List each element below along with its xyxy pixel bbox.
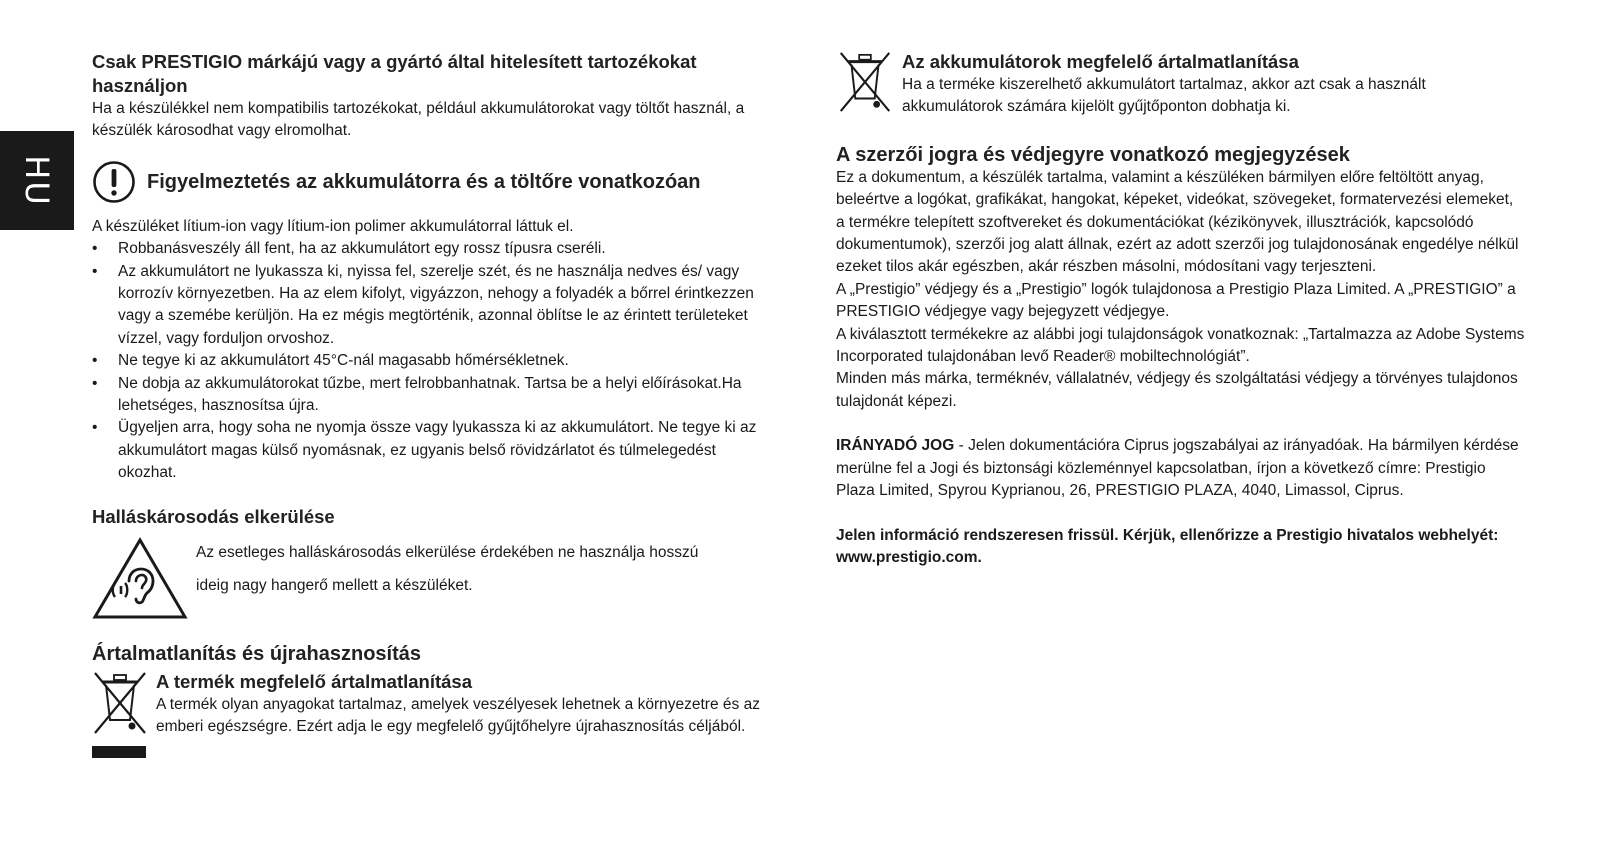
- copyright-p3: A kiválasztott termékekre az alábbi jogi tulajdonságok vonatkoznak: „Tartalmazza az Adobe Systems Incorporated tulajdonában levő Reader® mobiltechnológiát”.: [836, 325, 1525, 366]
- battery-warning-title: Figyelmeztetés az akkumulátorra és a töltőre vonatkozóan: [147, 170, 701, 193]
- accessories-body: Ha a készülékkel nem kompatibilis tartozékokat, például akkumulátorokat vagy töltőt használ, a készülék károsodhat vagy elromolhat.: [92, 100, 745, 140]
- right-column: [836, 50, 1526, 569]
- list-item: • Ne tegye ki az akkumulátort 45°C-nál magasabb hőmérsékletnek.: [92, 350, 772, 372]
- governing-law-paragraph: [836, 435, 1526, 502]
- disposal-section: [92, 642, 772, 758]
- hearing-section: [92, 505, 772, 620]
- crossed-out-bin-icon: [92, 670, 148, 736]
- battery-disposal-text: [902, 50, 1526, 119]
- hearing-line-1: Az esetleges halláskárosodás elkerülése érdekében ne használja hosszú: [196, 543, 699, 561]
- battery-warning-header: [92, 160, 772, 204]
- list-item: • Ne dobja az akkumulátorokat tűzbe, mert felrobbanhatnak. Tartsa be a helyi előírásokat.Ha lehetséges, hasznosítsa újra.: [92, 373, 772, 418]
- governing-law-text: - Jelen dokumentációra Ciprus jogszabályai az irányadóak. Ha bármilyen kérdése merülne fel a Jogi és biztonsági közleménnyel kapcsolatban, írjon a következő címre: Prestigio Plaza Limited, Spyrou Kyprianou, 26, PRESTIGIO PLAZA, 4040, Limassol, Ciprus.: [836, 437, 1519, 500]
- disposal-body: A termék olyan anyagokat tartalmaz, amelyek veszélyesek lehetnek a környezetre és az emberi egészségre. Ezért adja le egy megfelelő gyűjtőhelyre újrahasznosítás céljából.: [156, 695, 760, 736]
- battery-disposal-section: [836, 50, 1526, 119]
- list-item: • Robbanásveszély áll fent, ha az akkumulátort egy rossz típusra cseréli.: [92, 238, 772, 260]
- list-item: • Ügyeljen arra, hogy soha ne nyomja össze vagy lyukassza ki az akkumulátort. Ne tegye ki az akkumulátort magas külső nyomásnak, ez ugyanis belső rövidzárlatot és túlmelegedést okozhat.: [92, 417, 772, 484]
- disposal-icon-group: [92, 670, 156, 758]
- language-tab: [0, 131, 74, 230]
- hearing-line-2: ideig nagy hangerő mellett a készüléket.: [196, 576, 473, 594]
- governing-law-label: IRÁNYADÓ JOG: [836, 437, 955, 455]
- update-note: Jelen információ rendszeresen frissül. Kérjük, ellenőrizze a Prestigio hivatalos webhelyét: www.prestigio.com.: [836, 526, 1499, 566]
- battery-disposal-body: Ha a terméke kiszerelhető akkumulátort tartalmaz, akkor azt csak a használt akkumulátorok számára kijelölt gyűjtőponton dobhatja ki.: [902, 76, 1426, 116]
- crossed-out-bin-icon: [836, 50, 894, 114]
- accessories-section: [92, 50, 772, 143]
- disposal-black-bar: [92, 746, 146, 758]
- copyright-p2: A „Prestigio” védjegy és a „Prestigio” logók tulajdonosa a Prestigio Plaza Limited. A „PRESTIGIO” a PRESTIGIO védjegye vagy bejegyzett védjegye.: [836, 280, 1516, 321]
- accessories-title: Csak PRESTIGIO márkájú vagy a gyártó által hitelesített tartozékokat használjon: [92, 51, 697, 96]
- battery-warning-list: [92, 238, 772, 484]
- hearing-row: [92, 536, 772, 620]
- copyright-p1: Ez a dokumentum, a készülék tartalma, valamint a készüléken bármilyen előre feltöltött anyag, beleértve a logókat, grafikákat, hangokat, képeket, videókat, szövegeket, formatervezési elemeket, a termékre telepített szoftvereket és dokumentációkat (kézikönyvek, illusztrációk, kapcsolódó dokumentumok), szerzői jog alatt állnak, ezért az adott szerzői jog tulajdonosának engedélye nélkül ezeket tilos akár egészben, akár részben másolni, módosítani vagy terjeszteni.: [836, 168, 1519, 276]
- disposal-row: [92, 670, 772, 758]
- governing-law-section: [836, 435, 1526, 502]
- disposal-subtitle: A termék megfelelő ártalmatlanítása: [156, 670, 472, 692]
- hearing-warning-icon: [92, 536, 188, 620]
- copyright-p4: Minden más márka, terméknév, vállalatnév, védjegy és szolgáltatási védjegy a törvényes tulajdonos tulajdonát képezi.: [836, 370, 1518, 410]
- copyright-section: [836, 143, 1526, 413]
- hearing-title: Halláskárosodás elkerülése: [92, 505, 335, 527]
- update-note-section: [836, 525, 1526, 570]
- disposal-text: [156, 670, 772, 758]
- hearing-text: [196, 536, 698, 620]
- battery-warning-section: [92, 160, 772, 485]
- left-column: [92, 50, 772, 758]
- battery-warning-intro: A készüléket lítium-ion vagy lítium-ion polimer akkumulátorral láttuk el.: [92, 217, 574, 235]
- list-item: • Az akkumulátort ne lyukassza ki, nyissa fel, szerelje szét, és ne használja nedves és/ vagy korrozív környezetben. Ha az elem kifolyt, vigyázzon, nehogy a folyadék a bőrrel érintkezzen vagy a szemébe kerüljön. Ha ez mégis megtörténik, azonnal öblítse le az érintett területeket vízzel, vagy forduljon orvoshoz.: [92, 261, 772, 351]
- copyright-title: A szerzői jogra és védjegyre vonatkozó megjegyzések: [836, 143, 1350, 166]
- language-code: HU: [18, 154, 56, 207]
- disposal-title: Ártalmatlanítás és újrahasznosítás: [92, 642, 422, 665]
- battery-disposal-title: Az akkumulátorok megfelelő ártalmatlanítása: [902, 51, 1299, 72]
- exclamation-circle-icon: [92, 160, 136, 204]
